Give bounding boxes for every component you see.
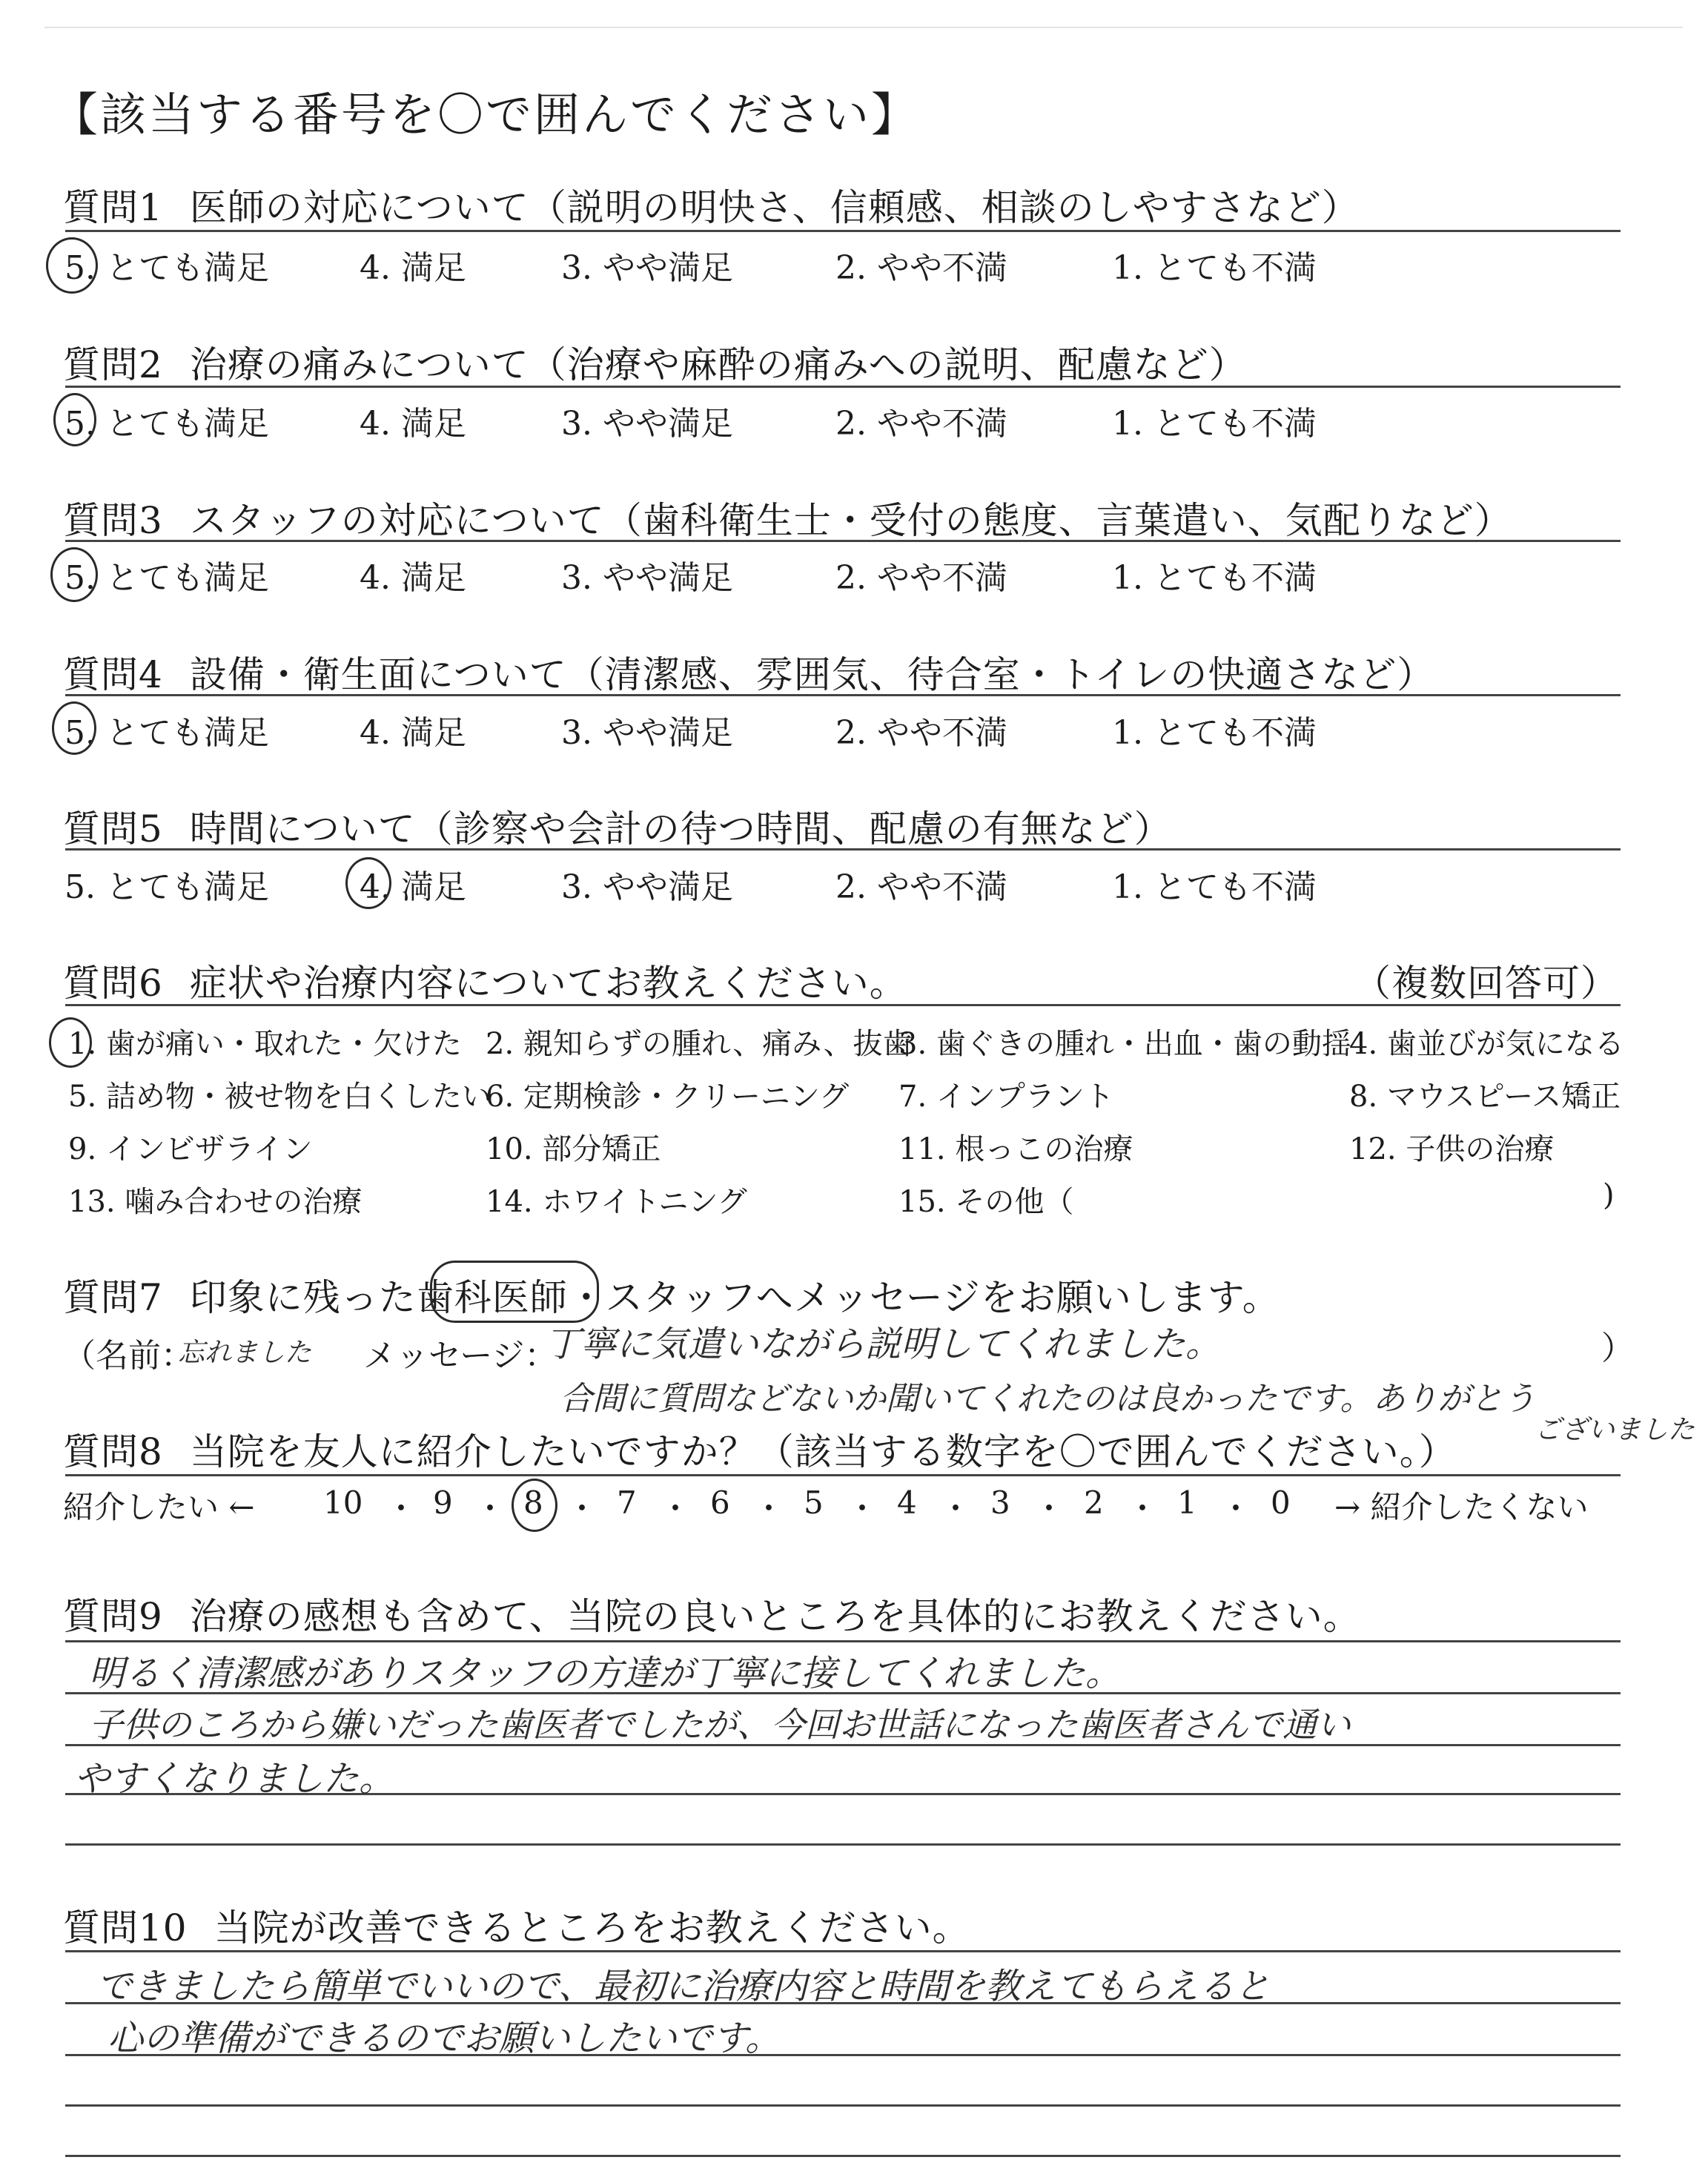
question-9-number: 質問9	[63, 1595, 163, 1638]
question-7-text-a: 印象に残った	[189, 1276, 417, 1319]
q6-item-11[interactable]: 11. 根っこの治療	[898, 1132, 1133, 1166]
q6-item-1[interactable]: 1. 歯が痛い・取れた・欠けた	[68, 1027, 462, 1061]
q3-option-4[interactable]: 4. 満足	[360, 559, 466, 597]
q7-selection-circle	[430, 1261, 599, 1323]
q9-line-1	[65, 1640, 1621, 1642]
q8-scale-3[interactable]: 3	[990, 1484, 1010, 1521]
q6-item-15[interactable]: 15. その他（	[898, 1185, 1074, 1219]
question-3-rule	[65, 540, 1621, 542]
q8-right-label: → 紹介したくない	[1334, 1489, 1589, 1525]
q8-dot: ・	[385, 1490, 417, 1527]
question-8-rule	[65, 1474, 1621, 1476]
q8-scale-10[interactable]: 10	[323, 1484, 363, 1521]
question-8	[63, 1422, 1457, 1476]
question-5-text: 時間について（診察や会計の待つ時間、配慮の有無など）	[189, 807, 1172, 851]
question-5	[63, 799, 1172, 853]
question-7-text-b: ・スタッフへメッセージをお願いします。	[567, 1276, 1280, 1319]
question-3-text: スタッフの対応について（歯科衛生士・受付の態度、言葉遣い、気配りなど）	[189, 499, 1512, 542]
q8-left-label: 紹介したい ←	[63, 1489, 255, 1525]
q2-option-5[interactable]: 5. とても満足	[64, 405, 269, 443]
question-10-text: 当院が改善できるところをお教えください。	[214, 1906, 970, 1949]
q8-dot: ・	[1220, 1490, 1252, 1527]
q3-selection-circle	[50, 547, 98, 602]
q5-selection-circle	[345, 857, 391, 909]
question-4	[63, 645, 1434, 698]
q10-answer-line-2[interactable]: 心の準備ができるのでお願いしたいです。	[107, 2018, 781, 2059]
q8-scale-4[interactable]: 4	[897, 1484, 917, 1521]
q8-scale-5[interactable]: 5	[804, 1484, 824, 1521]
question-3	[63, 491, 1512, 544]
q2-option-2[interactable]: 2. やや不満	[835, 405, 1007, 443]
q8-selection-circle	[512, 1479, 557, 1532]
q1-option-3[interactable]: 3. やや満足	[561, 249, 733, 287]
q8-scale-1[interactable]: 1	[1177, 1484, 1197, 1521]
question-10	[63, 1898, 970, 1952]
q4-option-5[interactable]: 5. とても満足	[64, 714, 269, 752]
q1-selection-circle	[46, 237, 98, 294]
question-2	[63, 335, 1247, 389]
q4-option-2[interactable]: 2. やや不満	[835, 714, 1007, 752]
q8-dot: ・	[940, 1490, 972, 1527]
q7-message-label: メッセージ：	[363, 1337, 557, 1375]
q7-message-line-2[interactable]: 合間に質問などないか聞いてくれたのは良かったです。ありがとう	[560, 1380, 1536, 1418]
q6-item-9[interactable]: 9. インビザライン	[68, 1132, 313, 1166]
q7-name-value[interactable]: 忘れました	[178, 1338, 312, 1368]
q6-item-6[interactable]: 6. 定期検診・クリーニング	[486, 1080, 850, 1114]
question-5-number: 質問5	[63, 807, 163, 851]
q6-item-15-close: )	[1603, 1178, 1615, 1212]
q8-dot: ・	[1127, 1490, 1159, 1527]
q8-scale-0[interactable]: 0	[1271, 1484, 1291, 1521]
q2-option-3[interactable]: 3. やや満足	[561, 405, 733, 443]
question-4-rule	[65, 694, 1621, 696]
q5-option-3[interactable]: 3. やや満足	[561, 868, 733, 906]
q8-scale-9[interactable]: 9	[433, 1484, 453, 1521]
q6-item-4[interactable]: 4. 歯並びが気になる	[1349, 1027, 1624, 1061]
question-1-number: 質問1	[63, 186, 163, 229]
q10-line-1	[65, 1950, 1621, 1952]
q6-item-7[interactable]: 7. インプラント	[898, 1080, 1114, 1114]
q1-option-4[interactable]: 4. 満足	[360, 249, 466, 287]
question-8-number: 質問8	[63, 1430, 163, 1473]
question-1-rule	[65, 230, 1621, 232]
q8-dot: ・	[474, 1490, 506, 1527]
q4-option-1[interactable]: 1. とても不満	[1112, 714, 1317, 752]
question-4-number: 質問4	[63, 653, 163, 696]
question-2-number: 質問2	[63, 343, 163, 386]
q1-option-5[interactable]: 5. とても満足	[64, 249, 269, 287]
q5-option-1[interactable]: 1. とても不満	[1112, 868, 1317, 906]
question-7-number: 質問7	[63, 1276, 163, 1319]
q2-option-1[interactable]: 1. とても不満	[1112, 405, 1317, 443]
question-7	[63, 1268, 1280, 1321]
page-top-edge	[44, 27, 1683, 28]
question-1-text: 医師の対応について（説明の明快さ、信頼感、相談のしやすさなど）	[189, 186, 1360, 229]
question-6-note: （複数回答可）	[1354, 962, 1618, 1005]
question-6-rule	[65, 1004, 1621, 1006]
question-9	[63, 1587, 1361, 1640]
question-6	[63, 954, 907, 1007]
q6-item-3[interactable]: 3. 歯ぐきの腫れ・出血・歯の動揺	[898, 1027, 1351, 1061]
q6-item-14[interactable]: 14. ホワイトニング	[486, 1185, 747, 1219]
q9-answer-line-1[interactable]: 明るく清潔感がありスタッフの方達が丁寧に接してくれました。	[89, 1653, 1122, 1694]
q7-close-paren: ）	[1601, 1330, 1634, 1367]
q4-option-3[interactable]: 3. やや満足	[561, 714, 733, 752]
question-3-number: 質問3	[63, 499, 163, 542]
q9-line-5	[65, 1843, 1621, 1846]
q7-message-line-1[interactable]: 丁寧に気遣いながら説明してくれました。	[545, 1324, 1222, 1365]
question-6-text: 症状や治療内容についてお教えください。	[189, 962, 907, 1005]
q4-selection-circle	[52, 701, 96, 755]
q6-selection-circle	[49, 1017, 92, 1068]
question-9-text: 治療の感想も含めて、当院の良いところを具体的にお教えください。	[189, 1595, 1361, 1638]
q3-option-5[interactable]: 5. とても満足	[64, 559, 269, 597]
question-1	[63, 178, 1360, 231]
q7-name-label: （名前：	[63, 1337, 193, 1375]
q6-item-13[interactable]: 13. 噛み合わせの治療	[68, 1185, 363, 1219]
q5-option-5[interactable]: 5. とても満足	[64, 868, 269, 906]
q5-option-2[interactable]: 2. やや不満	[835, 868, 1007, 906]
q4-option-4[interactable]: 4. 満足	[360, 714, 466, 752]
question-4-text: 設備・衛生面について（清潔感、雰囲気、待合室・トイレの快適さなど）	[189, 653, 1435, 696]
q8-scale-6[interactable]: 6	[710, 1484, 730, 1521]
q9-answer-line-2[interactable]: 子供のころから嫌いだった歯医者でしたが、今回お世話になった歯医者さんで通い	[89, 1705, 1351, 1745]
q6-item-2[interactable]: 2. 親知らずの腫れ、痛み、抜歯	[486, 1027, 913, 1061]
q6-item-10[interactable]: 10. 部分矯正	[486, 1132, 661, 1166]
question-2-rule	[65, 386, 1621, 388]
q10-line-5	[65, 2155, 1621, 2157]
q10-answer-line-1[interactable]: できましたら簡単でいいので、最初に治療内容と時間を教えてもらえると	[96, 1966, 1271, 2007]
q8-dot: ・	[660, 1490, 692, 1527]
q2-option-4[interactable]: 4. 満足	[360, 405, 466, 443]
q9-answer-line-3[interactable]: やすくなりました。	[74, 1758, 395, 1800]
q3-option-2[interactable]: 2. やや不満	[835, 559, 1007, 597]
q3-option-3[interactable]: 3. やや満足	[561, 559, 733, 597]
q5-option-4[interactable]: 4. 満足	[360, 868, 466, 906]
q2-selection-circle	[53, 393, 96, 446]
q6-item-12[interactable]: 12. 子供の治療	[1349, 1132, 1555, 1166]
question-7-circled-word: 歯科医師	[416, 1276, 568, 1319]
q6-item-8[interactable]: 8. マウスピース矯正	[1349, 1080, 1621, 1114]
q8-dot: ・	[1033, 1490, 1065, 1527]
q6-item-5[interactable]: 5. 詰め物・被せ物を白くしたい	[68, 1080, 491, 1114]
q7-message-line-3[interactable]: ございました	[1535, 1415, 1695, 1445]
q1-option-2[interactable]: 2. やや不満	[835, 249, 1007, 287]
question-6-number: 質問6	[63, 962, 163, 1005]
q10-line-4	[65, 2104, 1621, 2107]
question-8-text: 当院を友人に紹介したいですか？（該当する数字を〇で囲んでください。）	[189, 1430, 1457, 1473]
question-2-text: 治療の痛みについて（治療や麻酔の痛みへの説明、配慮など）	[189, 343, 1247, 386]
q1-option-1[interactable]: 1. とても不満	[1112, 249, 1317, 287]
q8-dot: ・	[847, 1490, 878, 1527]
page-title: 【該当する番号を〇で囲んでください】	[52, 87, 920, 142]
q8-dot: ・	[753, 1490, 785, 1527]
q3-option-1[interactable]: 1. とても不満	[1112, 559, 1317, 597]
question-5-rule	[65, 848, 1621, 851]
q8-scale-8[interactable]: 8	[523, 1484, 543, 1521]
q8-scale-2[interactable]: 2	[1084, 1484, 1104, 1521]
question-10-number: 質問10	[63, 1906, 188, 1949]
q8-dot: ・	[566, 1490, 598, 1527]
q8-scale-7[interactable]: 7	[617, 1484, 637, 1521]
